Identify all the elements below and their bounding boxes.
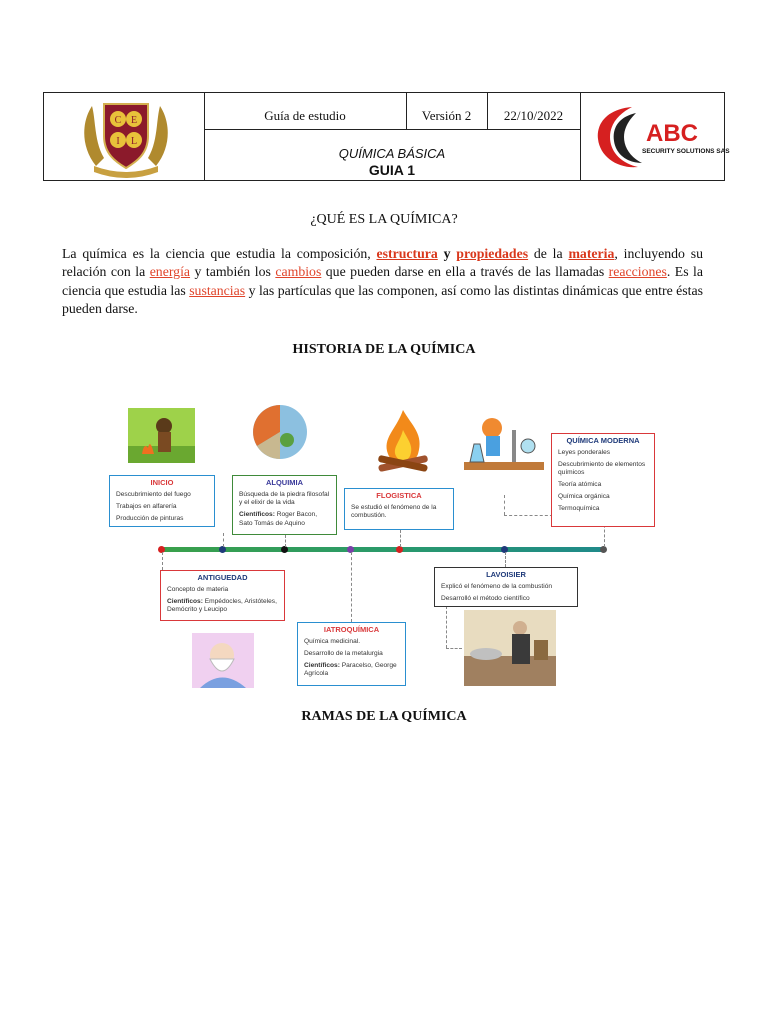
card-inicio xyxy=(109,475,215,527)
link-properties[interactable]: propiedades xyxy=(456,246,529,261)
text-run: y xyxy=(437,246,457,261)
link-matter[interactable]: materia xyxy=(568,246,615,261)
timeline-dot xyxy=(219,546,226,553)
timeline-bar xyxy=(162,547,604,552)
date-label: 22/10/2022 xyxy=(503,108,564,123)
text-run: . Es la ciencia que estudia las xyxy=(62,264,703,298)
connector xyxy=(400,530,401,547)
question-title: ¿QUÉ ES LA QUÍMICA? xyxy=(310,212,458,227)
divider xyxy=(580,93,581,180)
card-item xyxy=(239,511,330,528)
card-title: LAVOISIER xyxy=(486,570,526,579)
definition-paragraph xyxy=(62,245,703,318)
guide-title: GUIA 1 xyxy=(368,162,416,178)
school-crest-logo xyxy=(74,96,178,178)
text-run: que pueden darse en ella a través de las llamadas xyxy=(321,264,609,280)
abc-company-logo xyxy=(592,101,730,173)
scientists-label: Científicos: xyxy=(167,597,203,605)
connector xyxy=(446,648,462,649)
link-energy[interactable]: energía xyxy=(149,264,191,280)
card-item: Teoría atómica xyxy=(558,481,602,488)
connector xyxy=(504,495,505,515)
text-run: de la xyxy=(528,246,569,261)
scientists-names: Paracelso, George Agrícola xyxy=(304,661,397,677)
caveman-fire-illustration xyxy=(128,408,195,463)
card-title: ANTIGUEDAD xyxy=(197,573,248,582)
chemistry-history-timeline xyxy=(100,390,670,700)
campfire-illustration xyxy=(372,408,434,476)
card-title: INICIO xyxy=(150,478,174,487)
card-item: Termoquímica xyxy=(558,505,600,512)
card-lavoisier xyxy=(434,567,578,607)
card-item: Desarrolló el método científico xyxy=(441,594,530,602)
card-item: Leyes ponderales xyxy=(558,448,611,456)
card-item: Explicó el fenómeno de la combustión xyxy=(441,582,553,590)
link-changes[interactable]: cambios xyxy=(275,264,322,280)
version-label: Versión 2 xyxy=(421,108,472,123)
card-iatroquimica xyxy=(297,622,406,686)
link-structure[interactable]: estructura xyxy=(376,246,438,261)
card-flogistica xyxy=(344,488,454,530)
text-run: y también los xyxy=(190,264,276,280)
card-item: Búsqueda de la piedra filosofal y el elixir de la vida xyxy=(239,490,330,506)
card-title: QUÍMICA MODERNA xyxy=(566,436,640,445)
branches-section-title: RAMAS DE LA QUÍMICA xyxy=(301,709,467,724)
text-run: y las partículas que las componen, así como las distintas dinámicas que entre éstas pueden darse. xyxy=(62,282,703,316)
alchemy-elements-illustration xyxy=(247,402,313,462)
header-table xyxy=(43,92,730,181)
scientists-label: Científicos: xyxy=(239,511,275,518)
crest-letter: I xyxy=(116,136,120,147)
connector xyxy=(351,552,352,622)
card-title: ALQUIMIA xyxy=(265,478,304,487)
card-item xyxy=(304,662,399,679)
card-item: Química medicinal. xyxy=(304,637,361,645)
crest-letter: E xyxy=(130,115,138,126)
divider xyxy=(204,129,580,130)
card-item xyxy=(167,598,278,615)
abc-logo-subtext: SECURITY SOLUTIONS SAS xyxy=(642,148,730,155)
scientists-names: Empédocles, Aristóteles, Demócrito y Leucipo xyxy=(167,597,277,613)
card-item: Producción de pinturas xyxy=(116,514,184,522)
abc-logo-text: ABC xyxy=(646,120,698,147)
study-guide-label: Guía de estudio xyxy=(264,108,346,123)
card-title: FLOGISTICA xyxy=(376,491,422,500)
connector xyxy=(162,552,163,570)
card-item: Descubrimiento del fuego xyxy=(116,490,191,498)
link-reactions[interactable]: reacciones xyxy=(608,264,667,280)
timeline-dot xyxy=(600,546,607,553)
subject-title: QUÍMICA BÁSICA xyxy=(338,146,446,161)
text-run: La química es la ciencia que estudia la composición, xyxy=(62,246,377,261)
card-item: Química orgánica xyxy=(558,493,610,500)
timeline-dot xyxy=(281,546,288,553)
card-alquimia xyxy=(232,475,337,535)
history-section-title: HISTORIA DE LA QUÍMICA xyxy=(292,342,476,357)
scientists-names: Roger Bacon, Sato Tomás de Aquino xyxy=(239,511,318,527)
card-antiguedad xyxy=(160,570,285,621)
link-substances[interactable]: sustancias xyxy=(189,282,246,298)
text-run: , incluyendo su relación con la xyxy=(62,246,703,280)
card-item: Concepto de materia xyxy=(167,585,229,593)
card-item: Descubrimiento de elementos químicos xyxy=(558,460,646,476)
card-quimica-moderna xyxy=(551,433,655,527)
scientists-label: Científicos: xyxy=(304,661,340,669)
crest-letter: L xyxy=(130,136,138,147)
card-item: Trabajos en alfarería xyxy=(116,502,177,510)
connector xyxy=(223,533,224,547)
connector xyxy=(505,552,506,567)
modern-lab-illustration xyxy=(464,410,544,488)
ancient-philosopher-illustration xyxy=(192,633,254,688)
card-item: Desarrollo de la metalurgia xyxy=(304,649,383,657)
timeline-dot xyxy=(396,546,403,553)
card-title: IATROQUÍMICA xyxy=(323,625,380,634)
lavoisier-lab-illustration xyxy=(464,610,556,686)
connector xyxy=(285,535,286,547)
crest-letter: C xyxy=(114,115,122,126)
card-item: Se estudió el fenómeno de la combustión. xyxy=(351,503,437,519)
connector xyxy=(446,606,447,648)
